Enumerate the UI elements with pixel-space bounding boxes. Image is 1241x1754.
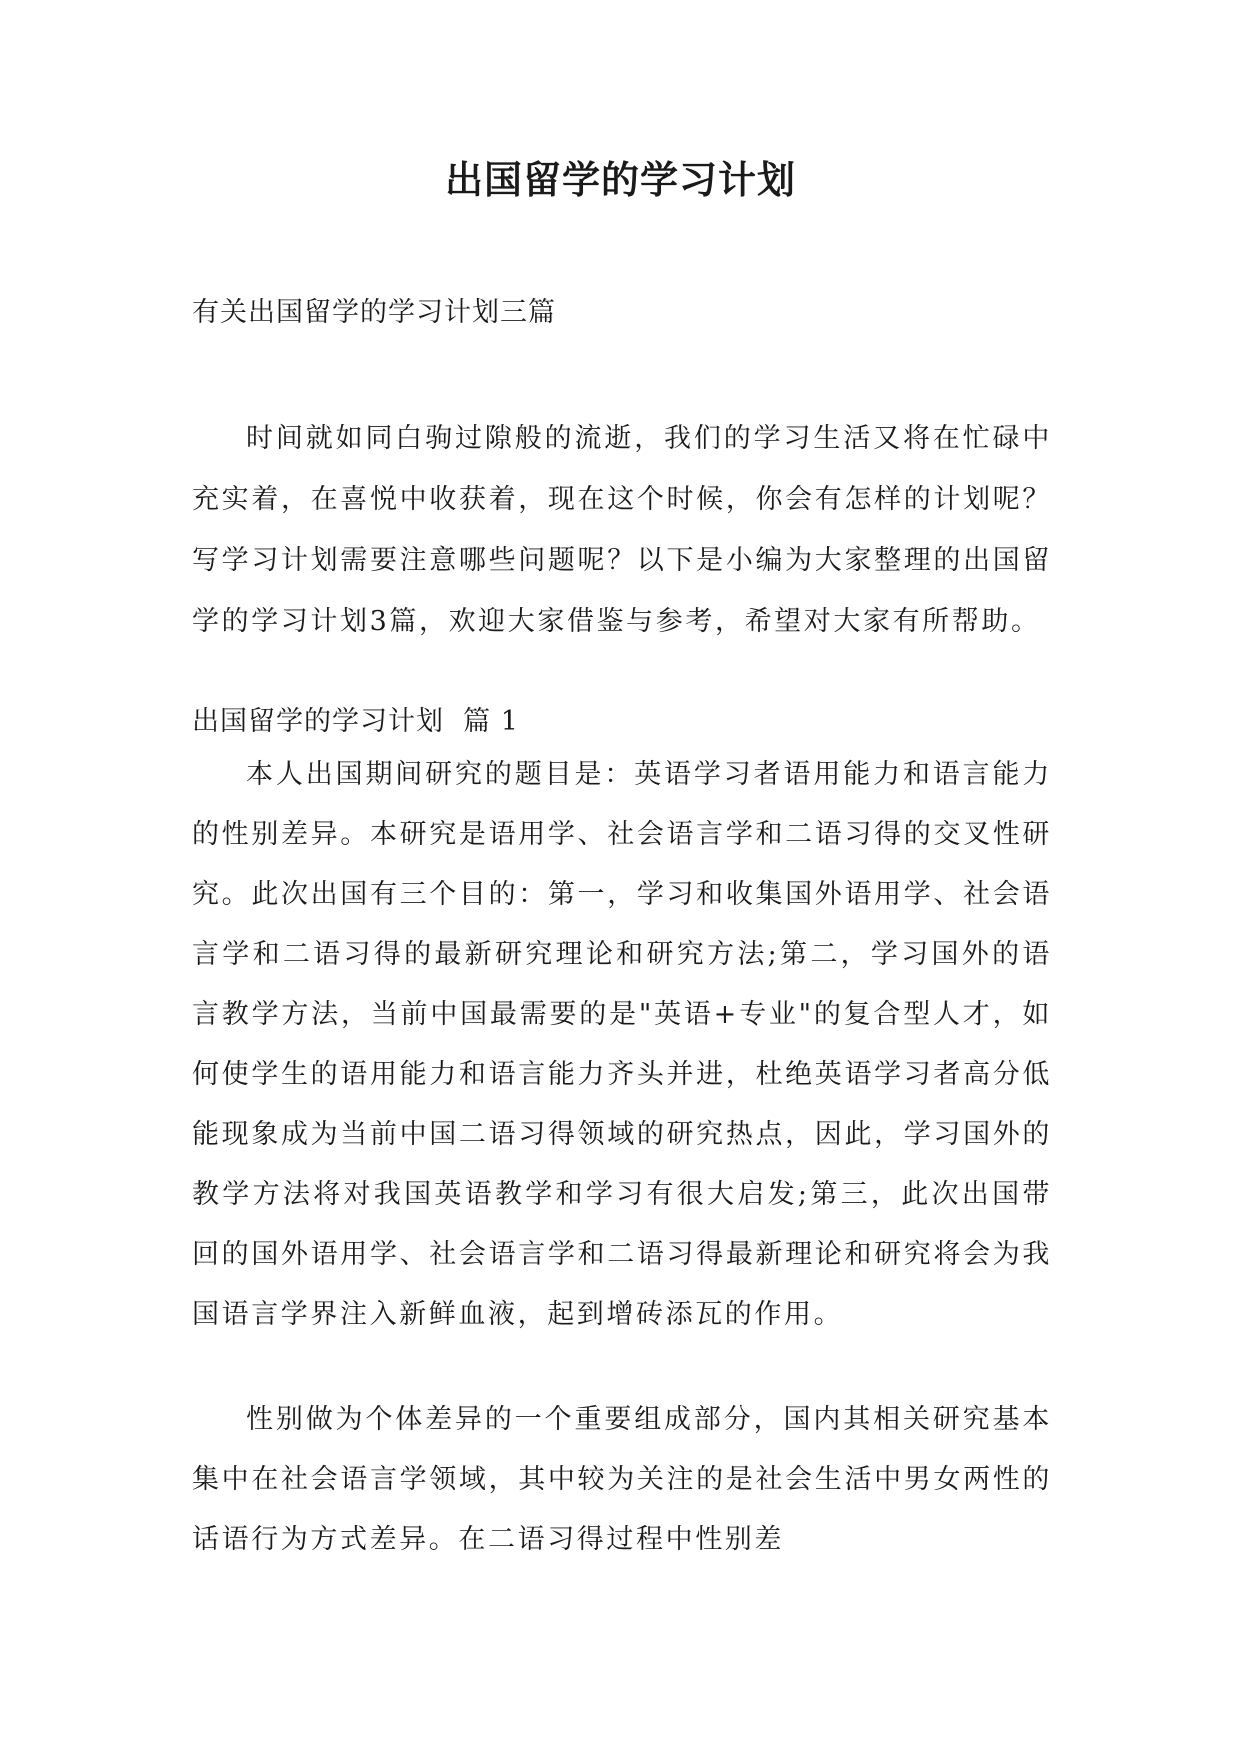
document-title: 出国留学的学习计划 <box>444 157 796 202</box>
document-subtitle: 有关出国留学的学习计划三篇 <box>192 297 556 328</box>
body-paragraph-1: 本人出国期间研究的题目是：英语学习者语用能力和语言能力的性别差异。本研究是语用学、社会语言学和二语习得的交叉性研究。此次出国有三个目的：第一，学习和收集国外语用学、社会语言学和二语习得的最新研究理论和研究方法;第二，学习国外的语言教学方法，当前中国最需要的是"英语+专业"的复合型人才，如何使学生的语用能力和语言能力齐头并进，杜绝英语学习者高分低能现象成为当前中国二语习得领域的研究热点，因此，学习国外的教学方法将对我国英语教学和学习有很大启发;第三，此次出国带回的国外语用学、社会语言学和二语习得最新理论和研究将会为我国语言学界注入新鲜血液，起到增砖添瓦的作用。 <box>192 759 1052 1330</box>
body-paragraph-2: 性别做为个体差异的一个重要组成部分，国内其相关研究基本集中在社会语言学领域，其中较为关注的是社会生活中男女两性的话语行为方式差异。在二语习得过程中性别差 <box>192 1404 1052 1555</box>
intro-paragraph: 时间就如同白驹过隙般的流逝，我们的学习生活又将在忙碌中充实着，在喜悦中收获着，现在这个时候，你会有怎样的计划呢？写学习计划需要注意哪些问题呢？以下是小编为大家整理的出国留学的学习计划3篇，欢迎大家借鉴与参考，希望对大家有所帮助。 <box>192 423 1052 637</box>
section-heading: 出国留学的学习计划 篇 1 <box>192 706 519 737</box>
